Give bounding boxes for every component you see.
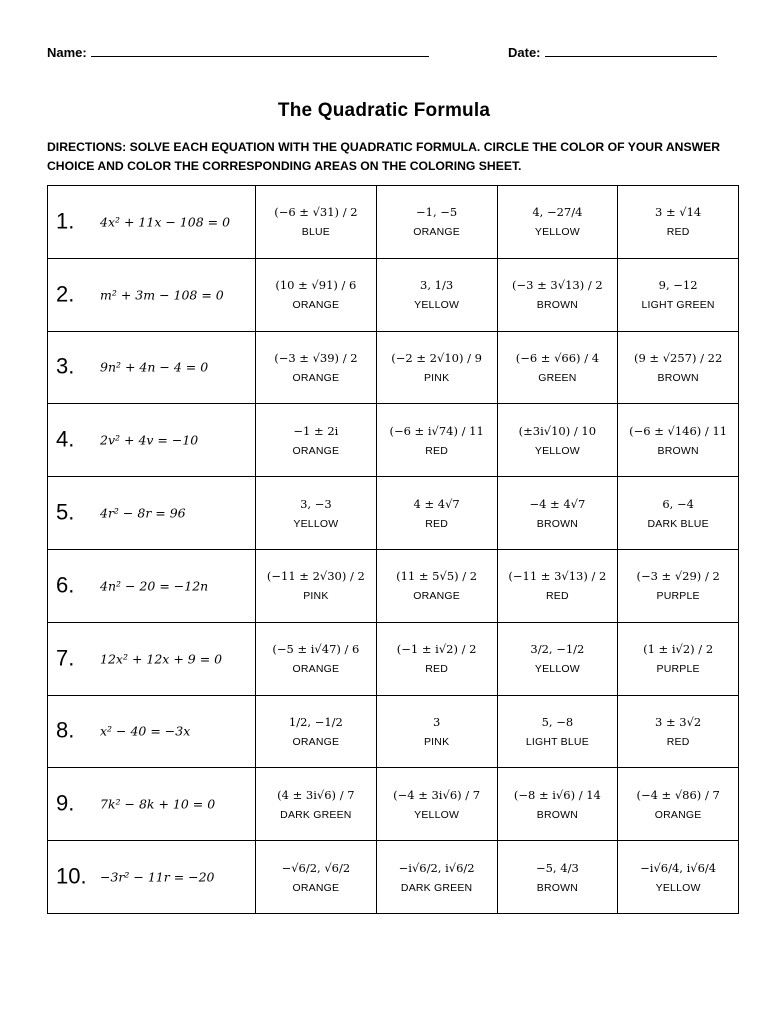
- answer-choice[interactable]: [256, 331, 377, 404]
- answer-choice[interactable]: [376, 549, 497, 622]
- problem-number: 6.: [56, 572, 75, 598]
- date-field[interactable]: [508, 44, 717, 60]
- answer-expression: (−11 ± 2√30) / 2: [266, 569, 365, 584]
- problem-equation: 7k² − 8k + 10 = 0: [100, 796, 216, 812]
- color-label: RED: [545, 590, 569, 603]
- color-label: YELLOW: [655, 881, 701, 894]
- answer-choice[interactable]: [497, 258, 618, 331]
- color-label: DARK GREEN: [400, 881, 473, 894]
- answer-choice[interactable]: [618, 549, 739, 622]
- color-label: PINK: [303, 590, 329, 603]
- answer-choice[interactable]: [497, 331, 618, 404]
- problem-row: [48, 477, 739, 550]
- answer-expression: (−3 ± √29) / 2: [636, 569, 720, 584]
- color-label: ORANGE: [292, 663, 340, 676]
- answer-choice[interactable]: [497, 549, 618, 622]
- problem-row: [48, 841, 739, 914]
- color-label: BROWN: [536, 881, 578, 894]
- answer-choice[interactable]: [618, 841, 739, 914]
- answer-choice[interactable]: [256, 549, 377, 622]
- problem-row: [48, 186, 739, 259]
- problem-cell: [48, 477, 256, 550]
- page-title: The Quadratic Formula: [277, 100, 491, 121]
- name-blank-line[interactable]: [91, 44, 429, 57]
- color-label: YELLOW: [414, 299, 460, 312]
- color-label: RED: [425, 444, 449, 457]
- answer-expression: (−6 ± √66) / 4: [515, 350, 600, 365]
- answer-choice[interactable]: [376, 258, 497, 331]
- answer-expression: −1 ± 2i: [293, 423, 339, 438]
- answer-choice[interactable]: [618, 331, 739, 404]
- answer-choice[interactable]: [618, 622, 739, 695]
- name-label: Name:: [47, 45, 87, 60]
- color-label: PINK: [423, 371, 450, 384]
- color-label: DARK GREEN: [280, 808, 352, 821]
- answer-choice[interactable]: [256, 841, 377, 914]
- problem-equation: m² + 3m − 108 = 0: [100, 287, 224, 303]
- problem-cell: [48, 549, 256, 622]
- answer-choice[interactable]: [376, 477, 497, 550]
- color-label: YELLOW: [534, 663, 580, 676]
- answer-choice[interactable]: [497, 186, 618, 259]
- answer-expression: (−3 ± √39) / 2: [274, 350, 358, 365]
- answer-expression: (9 ± √257) / 22: [633, 350, 723, 365]
- answer-choice[interactable]: [618, 695, 739, 768]
- color-label: ORANGE: [413, 226, 460, 239]
- answer-expression: 3 ± √14: [655, 205, 702, 220]
- answer-expression: (−1 ± i√2) / 2: [396, 642, 477, 657]
- problem-row: [48, 404, 739, 477]
- color-label: PINK: [423, 735, 450, 748]
- answer-expression: (−8 ± i√6) / 14: [513, 787, 601, 802]
- date-blank-line[interactable]: [545, 44, 717, 57]
- answer-choice[interactable]: [376, 186, 497, 259]
- answer-choice[interactable]: [376, 841, 497, 914]
- problem-equation: 9n² + 4n − 4 = 0: [100, 359, 209, 375]
- problem-row: [48, 695, 739, 768]
- color-label: PURPLE: [656, 663, 700, 676]
- answer-expression: −i√6/4, i√6/4: [640, 860, 717, 875]
- problem-equation: −3r² − 11r = −20: [100, 869, 215, 885]
- answer-choice[interactable]: [618, 186, 739, 259]
- answer-choice[interactable]: [256, 768, 377, 841]
- color-label: YELLOW: [414, 808, 460, 821]
- color-label: RED: [666, 735, 690, 748]
- answer-expression: 6, −4: [662, 496, 694, 511]
- answer-choice[interactable]: [497, 404, 618, 477]
- problem-equation: 4n² − 20 = −12n: [100, 578, 209, 594]
- answer-expression: 4, −27/4: [532, 205, 583, 220]
- answer-expression: (−4 ± 3i√6) / 7: [393, 787, 481, 802]
- color-label: PURPLE: [656, 590, 700, 603]
- answer-choice[interactable]: [618, 768, 739, 841]
- problem-number: 9.: [56, 790, 75, 816]
- answer-choice[interactable]: [256, 186, 377, 259]
- color-label: DARK BLUE: [647, 517, 709, 530]
- answer-expression: 3/2, −1/2: [530, 642, 585, 657]
- color-label: GREEN: [538, 371, 577, 384]
- color-label: BROWN: [536, 808, 578, 821]
- color-label: ORANGE: [654, 808, 702, 821]
- problem-cell: [48, 331, 256, 404]
- color-label: YELLOW: [534, 444, 580, 457]
- answer-choice[interactable]: [497, 768, 618, 841]
- problem-number: 7.: [56, 645, 75, 671]
- color-label: BROWN: [536, 517, 578, 530]
- answer-expression: 1/2, −1/2: [288, 714, 343, 729]
- answer-expression: (1 ± i√2) / 2: [643, 642, 714, 657]
- answer-expression: (−6 ± i√74) / 11: [389, 423, 484, 438]
- problem-cell: [48, 841, 256, 914]
- color-label: BROWN: [657, 444, 699, 457]
- answer-expression: −5, 4/3: [535, 860, 579, 875]
- answer-expression: −√6/2, √6/2: [281, 860, 351, 875]
- answer-expression: (10 ± √91) / 6: [275, 278, 357, 293]
- problem-equation: 4x² + 11x − 108 = 0: [100, 214, 231, 230]
- problem-cell: [48, 768, 256, 841]
- answer-expression: (−3 ± 3√13) / 2: [512, 278, 603, 293]
- answer-expression: 3 ± 3√2: [655, 714, 702, 729]
- color-label: ORANGE: [292, 299, 340, 312]
- color-label: LIGHT GREEN: [641, 299, 715, 312]
- color-label: YELLOW: [534, 226, 580, 239]
- problem-row: [48, 549, 739, 622]
- problem-number: 8.: [56, 717, 75, 743]
- answer-choice[interactable]: [256, 622, 377, 695]
- problem-equation: x² − 40 = −3x: [100, 723, 191, 739]
- name-field[interactable]: [47, 44, 429, 60]
- answer-expression: (−5 ± i√47) / 6: [272, 642, 360, 657]
- answer-choice[interactable]: [497, 477, 618, 550]
- problem-cell: [48, 622, 256, 695]
- answer-choice[interactable]: [497, 622, 618, 695]
- answer-expression: (−11 ± 3√13) / 2: [508, 569, 607, 584]
- problem-cell: [48, 404, 256, 477]
- answer-expression: 3, 1/3: [420, 278, 454, 293]
- answer-expression: 3, −3: [300, 496, 332, 511]
- color-label: RED: [425, 517, 449, 530]
- color-label: BLUE: [301, 226, 330, 239]
- color-label: BROWN: [657, 371, 699, 384]
- color-label: RED: [425, 663, 449, 676]
- answer-expression: (−6 ± √146) / 11: [629, 423, 728, 438]
- color-label: ORANGE: [292, 881, 340, 894]
- answer-expression: (−6 ± √31) / 2: [274, 205, 358, 220]
- color-label: ORANGE: [292, 444, 340, 457]
- answer-expression: (−4 ± √86) / 7: [636, 787, 720, 802]
- color-label: YELLOW: [293, 517, 339, 530]
- problem-number: 1.: [56, 208, 75, 234]
- answer-choice[interactable]: [256, 404, 377, 477]
- answer-choice[interactable]: [497, 841, 618, 914]
- answer-choice[interactable]: [497, 695, 618, 768]
- answer-expression: (−2 ± 2√10) / 9: [391, 350, 482, 365]
- problem-cell: [48, 186, 256, 259]
- problem-row: [48, 768, 739, 841]
- problem-number: 3.: [56, 353, 75, 379]
- answer-expression: −i√6/2, i√6/2: [398, 860, 475, 875]
- problem-row: [48, 258, 739, 331]
- date-label: Date:: [508, 45, 541, 60]
- answer-expression: 5, −8: [541, 714, 574, 729]
- answer-choice[interactable]: [256, 695, 377, 768]
- answer-expression: 4 ± 4√7: [413, 496, 460, 511]
- problem-number: 5.: [56, 499, 75, 525]
- answer-expression: (4 ± 3i√6) / 7: [277, 787, 355, 802]
- color-label: BROWN: [536, 299, 578, 312]
- answer-expression: (±3i√10) / 10: [518, 423, 597, 438]
- color-label: ORANGE: [292, 371, 340, 384]
- color-label: LIGHT BLUE: [525, 735, 589, 748]
- answer-expression: (11 ± 5√5) / 2: [396, 569, 478, 584]
- answer-choice[interactable]: [376, 331, 497, 404]
- color-label: ORANGE: [413, 590, 460, 603]
- color-label: RED: [666, 226, 690, 239]
- answer-choice[interactable]: [376, 768, 497, 841]
- answer-choice[interactable]: [256, 477, 377, 550]
- answer-expression: −4 ± 4√7: [529, 496, 586, 511]
- problem-number: 10.: [56, 863, 87, 889]
- problem-row: [48, 622, 739, 695]
- problem-equation: 2v² + 4v = −10: [100, 432, 199, 448]
- answer-choice[interactable]: [376, 404, 497, 477]
- problem-equation: 12x² + 12x + 9 = 0: [100, 651, 223, 667]
- directions: DIRECTIONS: SOLVE EACH EQUATION WITH THE QUADRATIC FORMULA. CIRCLE THE COLOR OF YOUR ANSWER CHOICE AND COLOR THE CORRESPONDING AREAS ON THE COLORING SHEET.: [47, 140, 721, 173]
- answer-expression: 3: [432, 714, 441, 729]
- problem-cell: [48, 258, 256, 331]
- color-label: ORANGE: [292, 735, 340, 748]
- answer-grid: [47, 185, 739, 914]
- problem-number: 2.: [56, 281, 75, 307]
- answer-choice[interactable]: [376, 622, 497, 695]
- problem-number: 4.: [56, 426, 75, 452]
- problem-equation: 4r² − 8r = 96: [100, 505, 186, 521]
- answer-choice[interactable]: [618, 477, 739, 550]
- answer-choice[interactable]: [376, 695, 497, 768]
- problem-cell: [48, 695, 256, 768]
- answer-expression: −1, −5: [416, 205, 458, 220]
- answer-expression: 9, −12: [658, 278, 698, 293]
- answer-choice[interactable]: [256, 258, 377, 331]
- answer-choice[interactable]: [618, 258, 739, 331]
- answer-choice[interactable]: [618, 404, 739, 477]
- problem-row: [48, 331, 739, 404]
